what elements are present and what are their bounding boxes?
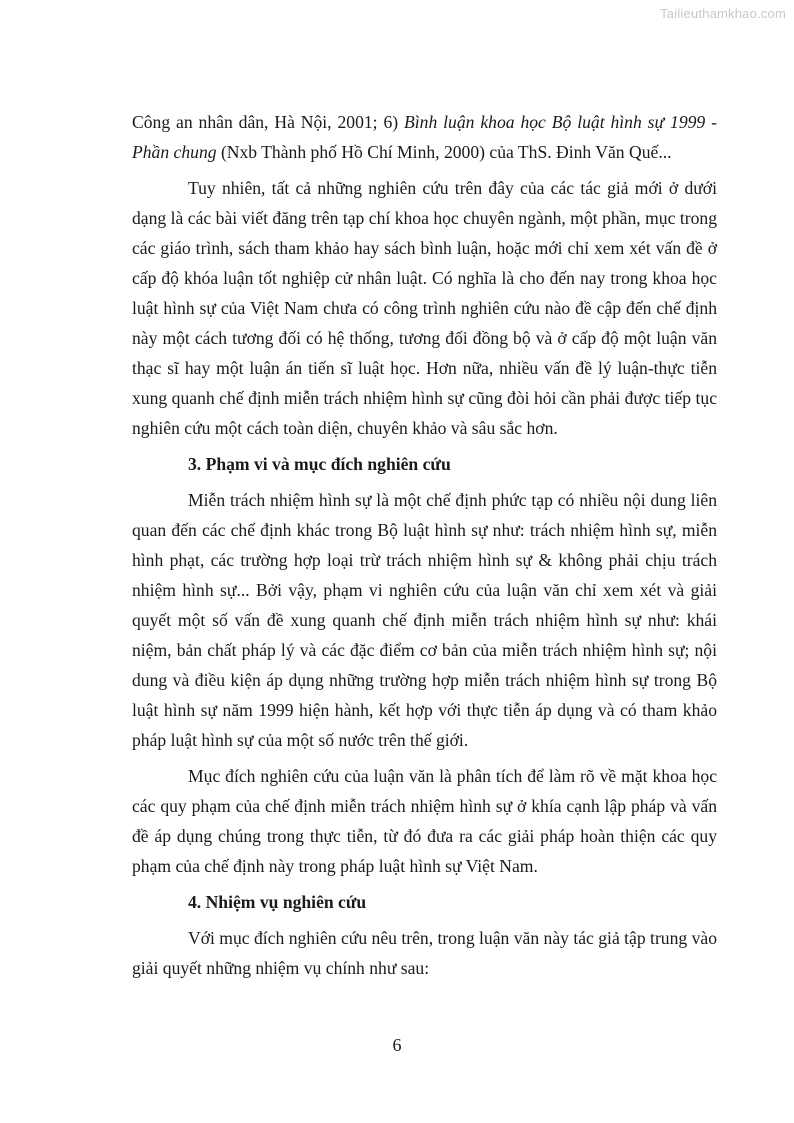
section-heading-tasks: 4. Nhiệm vụ nghiên cứu	[188, 892, 367, 912]
reference-publisher: (Nxb Thành phố Hồ Chí Minh, 2000) của ThS. Đinh Văn Quế...	[216, 142, 672, 162]
paragraph-purpose: Mục đích nghiên cứu của luận văn là phân tích để làm rõ về mặt khoa học các quy phạm của chế định miễn trách nhiệm hình sự ở khía cạnh lập pháp và vấn đề áp dụng chúng trong thực tiễn, từ đó đưa ra các giải pháp hoàn thiện các quy phạm của chế định này trong pháp luật hình sự Việt Nam.	[132, 766, 717, 876]
document-body	[132, 107, 717, 989]
paragraph-references-continued	[132, 107, 717, 167]
paragraph-research-gap: Tuy nhiên, tất cả những nghiên cứu trên đây của các tác giả mới ở dưới dạng là các bài viết đăng trên tạp chí khoa học chuyên ngành, một phần, mục trong các giáo trình, sách tham khảo hay sách bình luận, hoặc mới chỉ xem xét vấn đề ở cấp độ khóa luận tốt nghiệp cử nhân luật. Có nghĩa là cho đến nay trong khoa học luật hình sự của Việt Nam chưa có công trình nghiên cứu nào đề cập đến chế định này một cách tương đối có hệ thống, tương đối đồng bộ và ở cấp độ một luận văn thạc sĩ hay một luận án tiến sĩ luật học. Hơn nữa, nhiều vấn đề lý luận-thực tiễn xung quanh chế định miễn trách nhiệm hình sự cũng đòi hỏi cần phải được tiếp tục nghiên cứu một cách toàn diện, chuyên khảo và sâu sắc hơn.	[132, 178, 717, 438]
section-heading-scope: 3. Phạm vi và mục đích nghiên cứu	[188, 454, 451, 474]
reference-book-title: Bình luận khoa học Bộ luật hình sự 1999 - Phần chung	[132, 112, 717, 162]
site-watermark: Tailieuthamkhao.com	[660, 6, 786, 21]
paragraph-tasks-intro: Với mục đích nghiên cứu nêu trên, trong luận văn này tác giả tập trung vào giải quyết những nhiệm vụ chính như sau:	[132, 928, 717, 978]
reference-text: Công an nhân dân, Hà Nội, 2001; 6)	[132, 112, 405, 132]
page-number: 6	[392, 1035, 402, 1055]
paragraph-scope: Miễn trách nhiệm hình sự là một chế định phức tạp có nhiều nội dung liên quan đến các chế định khác trong Bộ luật hình sự như: trách nhiệm hình sự, miễn hình phạt, các trường hợp loại trừ trách nhiệm hình sự & không phải chịu trách nhiệm hình sự... Bởi vậy, phạm vi nghiên cứu của luận văn chỉ xem xét và giải quyết một số vấn đề xung quanh chế định miễn trách nhiệm hình sự như: khái niệm, bản chất pháp lý và các đặc điểm cơ bản của miễn trách nhiệm hình sự; nội dung và điều kiện áp dụng những trường hợp miễn trách nhiệm hình sự trong Bộ luật hình sự năm 1999 hiện hành, kết hợp với thực tiễn áp dụng và có tham khảo pháp luật hình sự của một số nước trên thế giới.	[132, 490, 717, 750]
